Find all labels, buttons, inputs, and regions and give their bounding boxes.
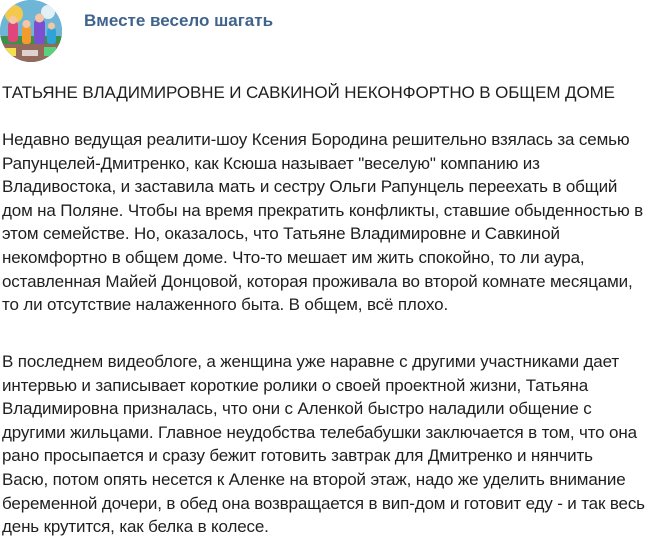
text-line: Владивостока, и заставила мать и сестру Ольги Рапунцель переехать в общий [2, 177, 618, 197]
text-line: рано просыпается и сразу бежит готовить завтрак для Дмитренко и нянчить [2, 446, 593, 466]
text-line: Рапунцелей-Дмитренко, как Ксюша называет "веселую" компанию из [2, 153, 540, 173]
avatar-image [0, 0, 62, 62]
text-line: оставленная Майей Донцовой, которая проживала во второй комнате месяцами, [2, 271, 633, 291]
text-line: беременной дочери, в обед она возвращается в вип-дом и готовит еду - и так весь [2, 493, 645, 513]
text-line: некомфортно в общем доме. Что-то мешает им жить спокойно, то ли аура, [2, 247, 585, 267]
text-line: другими жильцами. Главное неудобства телебабушки заключается в том, что она [2, 422, 637, 442]
text-line: дом на Поляне. Чтобы на время прекратить конфликты, ставшие обыденностью в [2, 200, 644, 220]
text-line: интервью и записывает короткие ролики о своей проектной жизни, Татьяна [2, 375, 589, 395]
text-line: то ли отсутствие налаженного быта. В общем, всё плохо. [2, 295, 449, 315]
group-name-link[interactable]: Вместе весело шагать [84, 11, 274, 30]
text-line: день крутится, как белка в колесе. [2, 517, 269, 537]
text-line: Владимировна призналась, что они с Аленкой быстро наладили общение с [2, 399, 592, 419]
text-line: Васю, потом опять несется к Аленке на второй этаж, надо же уделить внимание [2, 469, 626, 489]
post-paragraph-1 [2, 128, 666, 317]
post-header [0, 0, 670, 62]
text-line: этом семействе. Но, оказалось, что Татьяне Владимировне и Савкиной [2, 224, 560, 244]
post-paragraph-2 [2, 350, 666, 539]
group-avatar[interactable] [0, 0, 62, 62]
text-line: Недавно ведущая реалити-шоу Ксения Бородина решительно взялась за семью [2, 130, 630, 149]
post-headline: ТАТЬЯНЕ ВЛАДИМИРОВНЕ И САВКИНОЙ НЕКОНФОРТНО В ОБЩЕМ ДОМЕ [2, 83, 615, 102]
text-line: В последнем видеоблоге, а женщина уже наравне с другими участниками дает [2, 352, 619, 371]
